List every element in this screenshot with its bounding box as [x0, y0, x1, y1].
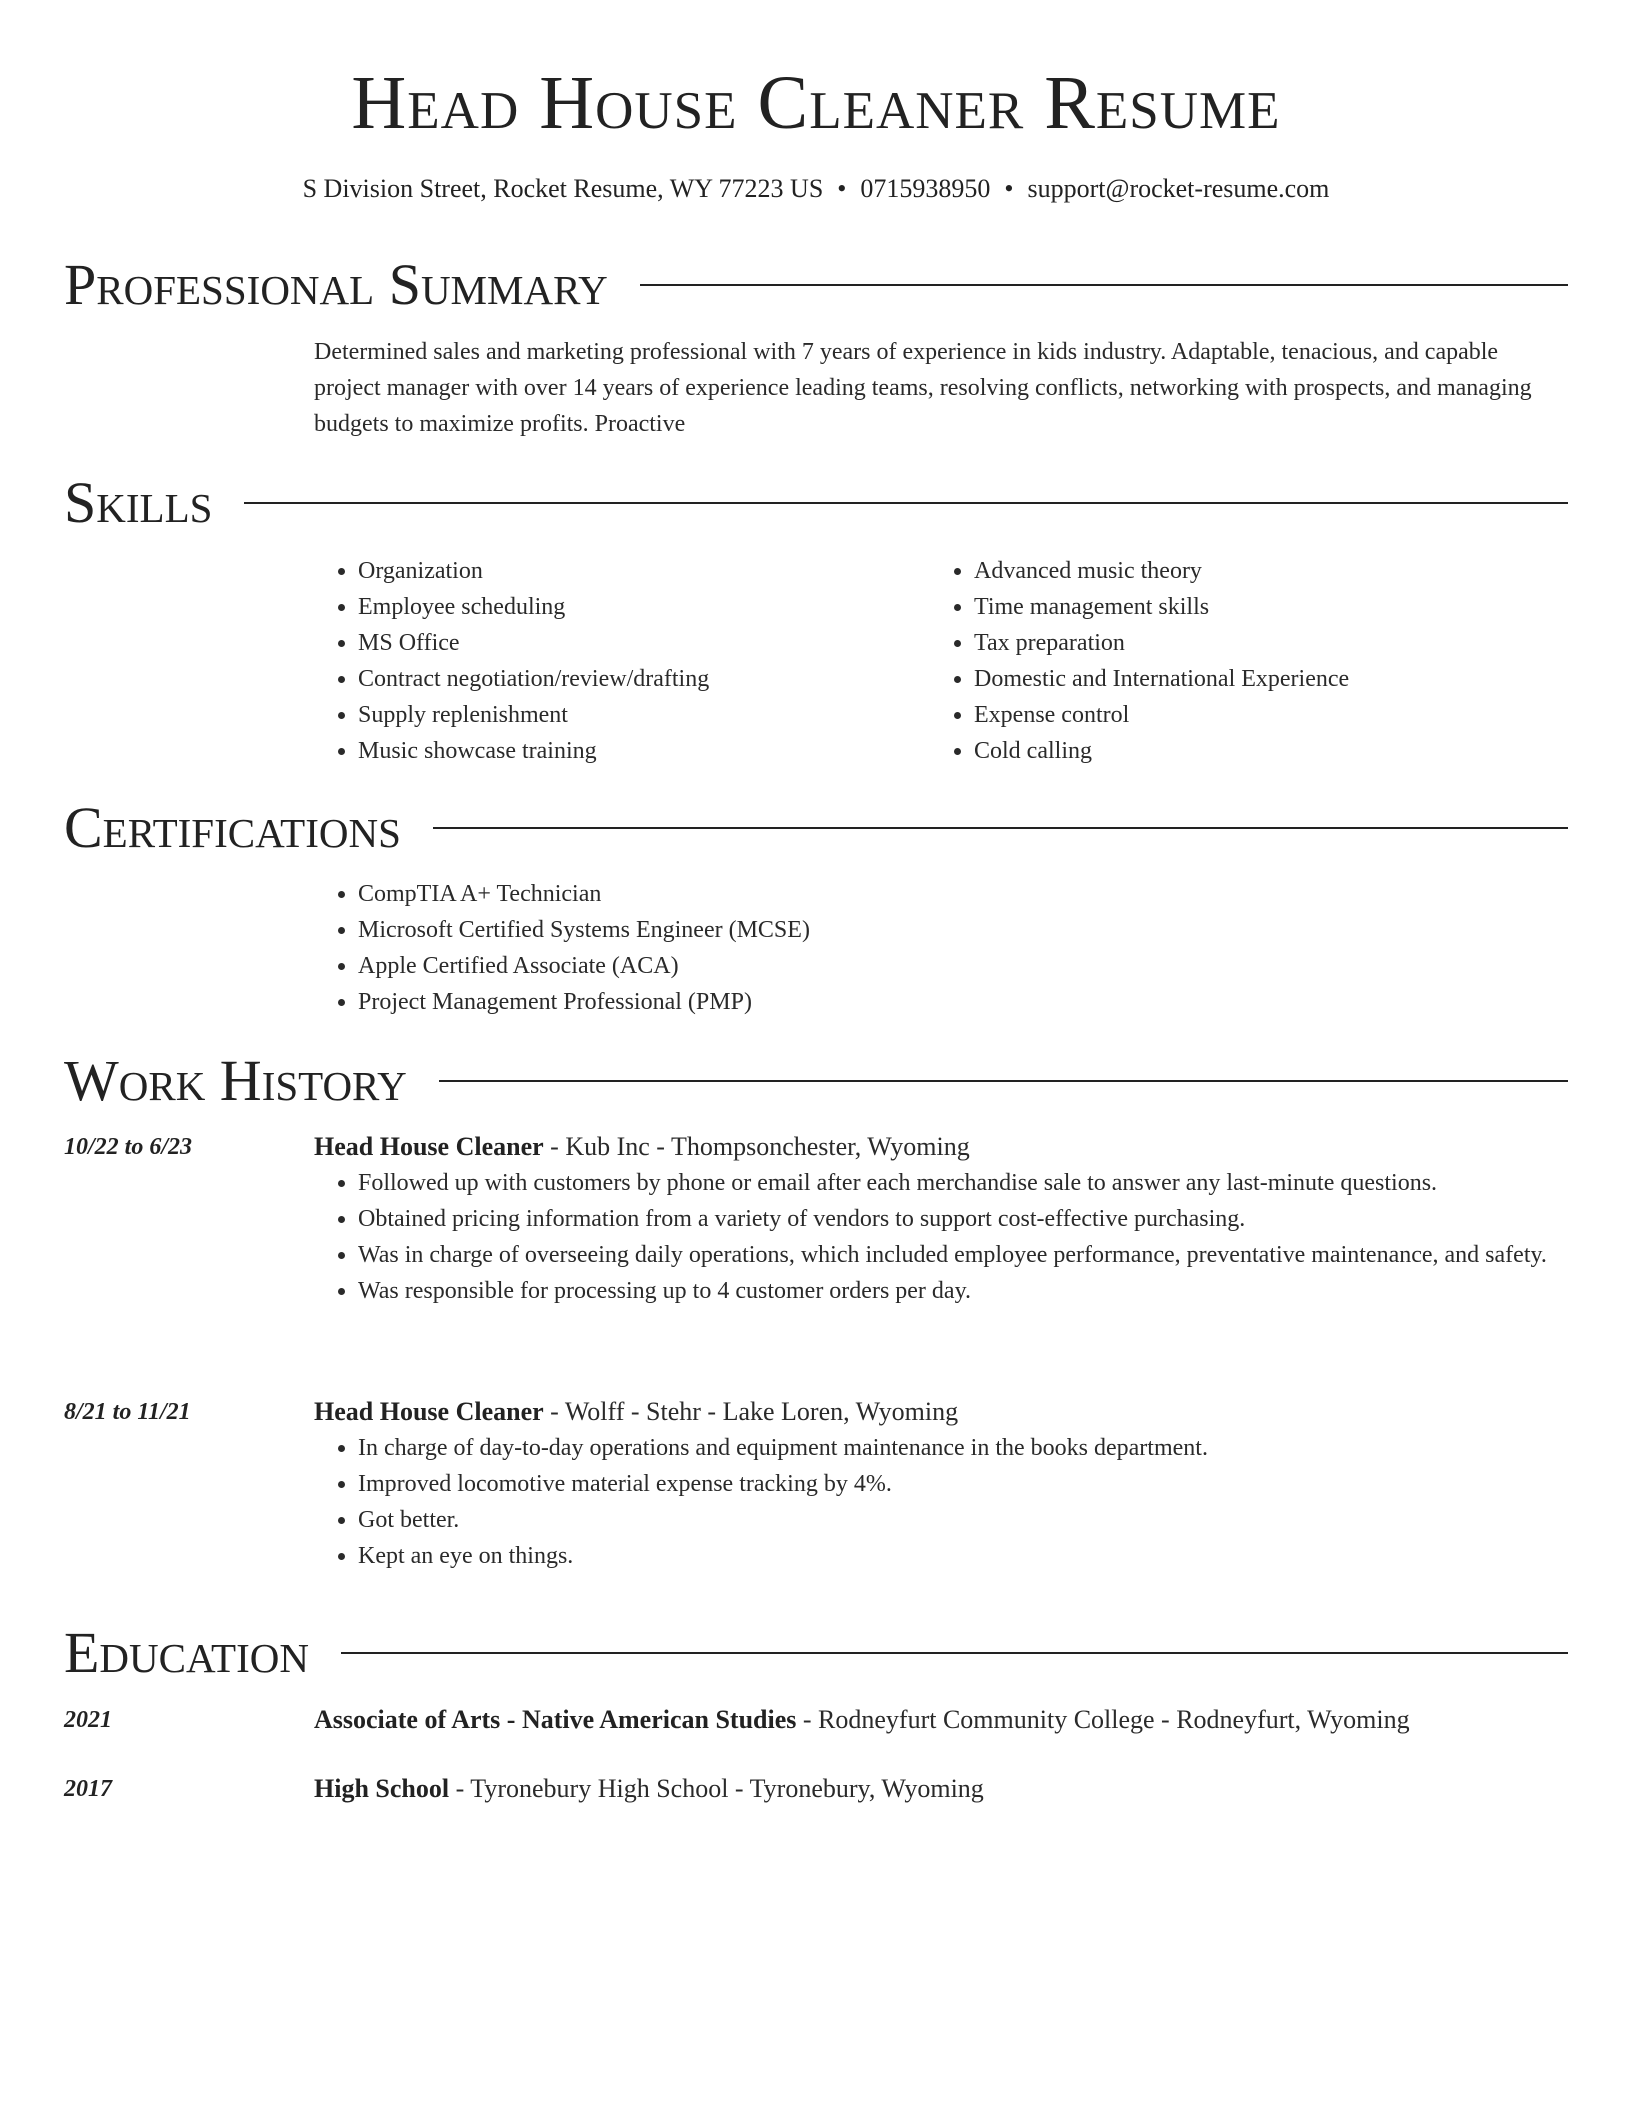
job-duty-item: • Obtained pricing information from a variety of vendors to support cost-effective purchasing. [358, 1201, 1568, 1237]
education-section-header [64, 1618, 1568, 1688]
summary-heading: Professional Summary [64, 252, 608, 317]
education-degree: Associate of Arts - Native American Studies [314, 1705, 797, 1734]
job-entry [314, 1129, 1568, 1309]
job-duty-item: • Was in charge of overseeing daily operations, which included employee performance, preventative maintenance, and safety. [358, 1237, 1568, 1273]
contact-phone: 0715938950 [860, 174, 991, 203]
contact-address: S Division Street, Rocket Resume, WY 77223 US [302, 174, 824, 203]
contact-separator: • [837, 174, 847, 203]
job-duty-item: • Was responsible for processing up to 4 customer orders per day. [358, 1273, 1568, 1309]
skill-item: • Contract negotiation/review/drafting [358, 661, 930, 697]
contact-line [64, 172, 1568, 206]
skill-item: • Advanced music theory [974, 553, 1546, 589]
job-duty-item: • Got better. [358, 1502, 1568, 1538]
education-year: 2021 [64, 1707, 112, 1733]
job-title: Head House Cleaner [314, 1397, 544, 1426]
job-details: - Wolff - Stehr - Lake Loren, Wyoming [543, 1397, 959, 1426]
skills-list-right [930, 553, 1546, 769]
job-duties-list [314, 1430, 1568, 1574]
job-title: Head House Cleaner [314, 1132, 544, 1161]
certification-item: • Apple Certified Associate (ACA) [358, 948, 1568, 984]
section-divider [640, 284, 1568, 286]
skill-item: • Expense control [974, 697, 1546, 733]
job-duty-item: • Kept an eye on things. [358, 1538, 1568, 1574]
skills-heading: Skills [64, 470, 213, 535]
job-duties-list [314, 1165, 1568, 1309]
education-entry [314, 1702, 1568, 1738]
education-details: - Rodneyfurt Community College - Rodneyfurt, Wyoming [796, 1705, 1410, 1734]
skill-item: • Organization [358, 553, 930, 589]
certifications-section-header [64, 793, 1568, 863]
page-title: Head House Cleaner Resume [351, 61, 1281, 145]
certification-item: • Microsoft Certified Systems Engineer (MCSE) [358, 912, 1568, 948]
skill-item: • Domestic and International Experience [974, 661, 1546, 697]
skills-content [314, 553, 1568, 769]
contact-separator: • [1004, 174, 1014, 203]
skills-column-left [314, 553, 930, 769]
certifications-content [314, 876, 1568, 1020]
education-year: 2017 [64, 1776, 112, 1802]
job-heading [314, 1129, 1568, 1165]
summary-section-header [64, 250, 1568, 320]
education-details: - Tyronebury High School - Tyronebury, Wyoming [449, 1774, 984, 1803]
skills-section-header [64, 468, 1568, 538]
skill-item: • Time management skills [974, 589, 1546, 625]
skill-item: • Supply replenishment [358, 697, 930, 733]
section-divider [439, 1080, 1568, 1082]
skill-item: • Employee scheduling [358, 589, 930, 625]
job-dates: 10/22 to 6/23 [64, 1134, 193, 1160]
education-heading-line [314, 1771, 1568, 1807]
summary-text: Determined sales and marketing professional with 7 years of experience in kids industry. Adaptable, tenacious, and capable project manager with over 14 years of experience leading teams, resolving conflicts, networking with prospects, and managing budgets to maximize profits. Proactive [314, 339, 1532, 437]
summary-content [314, 334, 1568, 442]
skills-list-left [314, 553, 930, 769]
certification-item: • CompTIA A+ Technician [358, 876, 1568, 912]
skill-item: • Music showcase training [358, 733, 930, 769]
skill-item: • MS Office [358, 625, 930, 661]
work-section-header [64, 1046, 1568, 1116]
education-entry [314, 1771, 1568, 1807]
section-divider [244, 502, 1568, 504]
job-duty-item: • In charge of day-to-day operations and equipment maintenance in the books department. [358, 1430, 1568, 1466]
section-divider [433, 827, 1568, 829]
skill-item: • Cold calling [974, 733, 1546, 769]
certifications-heading: Certifications [64, 795, 401, 860]
certification-item: • Project Management Professional (PMP) [358, 984, 1568, 1020]
job-entry [314, 1394, 1568, 1574]
certifications-list [314, 876, 1568, 1020]
section-divider [341, 1652, 1568, 1654]
job-dates: 8/21 to 11/21 [64, 1399, 191, 1425]
skill-item: • Tax preparation [974, 625, 1546, 661]
job-duty-item: • Followed up with customers by phone or email after each merchandise sale to answer any last-minute questions. [358, 1165, 1568, 1201]
skills-grid [314, 553, 1568, 769]
education-heading: Education [64, 1620, 309, 1685]
job-duty-item: • Improved locomotive material expense tracking by 4%. [358, 1466, 1568, 1502]
skills-column-right [930, 553, 1546, 769]
job-heading [314, 1394, 1568, 1430]
education-degree: High School [314, 1774, 450, 1803]
job-details: - Kub Inc - Thompsonchester, Wyoming [543, 1132, 970, 1161]
work-heading: Work History [64, 1048, 407, 1113]
contact-email: support@rocket-resume.com [1027, 174, 1330, 203]
education-heading-line [314, 1702, 1568, 1738]
